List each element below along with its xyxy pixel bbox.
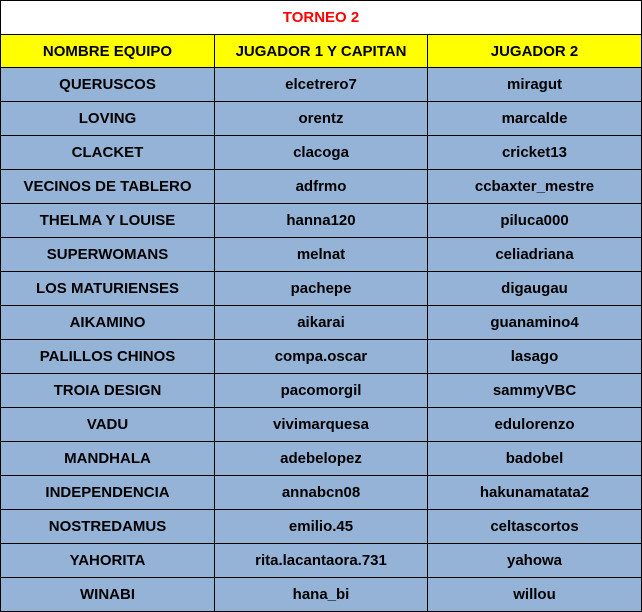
player-1-cell[interactable]: aikarai [215, 306, 428, 340]
player-1-cell[interactable]: emilio.45 [215, 510, 428, 544]
team-name-cell[interactable]: TROIA DESIGN [1, 374, 215, 408]
team-name-cell[interactable]: WINABI [1, 578, 215, 612]
player-1-cell[interactable]: melnat [215, 238, 428, 272]
team-name-cell[interactable]: SUPERWOMANS [1, 238, 215, 272]
header-player-2[interactable]: JUGADOR 2 [428, 35, 642, 68]
team-name-cell[interactable]: VECINOS DE TABLERO [1, 170, 215, 204]
table-body [1, 1, 642, 612]
table-row [1, 578, 642, 612]
player-1-cell[interactable]: vivimarquesa [215, 408, 428, 442]
player-2-cell[interactable]: yahowa [428, 544, 642, 578]
header-player-1-captain[interactable]: JUGADOR 1 Y CAPITAN [215, 35, 428, 68]
player-2-cell[interactable]: guanamino4 [428, 306, 642, 340]
table-row [1, 374, 642, 408]
player-2-cell[interactable]: badobel [428, 442, 642, 476]
header-team-name[interactable]: NOMBRE EQUIPO [1, 35, 215, 68]
player-2-cell[interactable]: ccbaxter_mestre [428, 170, 642, 204]
player-1-cell[interactable]: clacoga [215, 136, 428, 170]
team-name-cell[interactable]: MANDHALA [1, 442, 215, 476]
player-1-cell[interactable]: hana_bi [215, 578, 428, 612]
player-1-cell[interactable]: pacomorgil [215, 374, 428, 408]
player-1-cell[interactable]: compa.oscar [215, 340, 428, 374]
player-1-cell[interactable]: adfrmo [215, 170, 428, 204]
team-name-cell[interactable]: QUERUSCOS [1, 68, 215, 102]
player-1-cell[interactable]: rita.lacantaora.731 [215, 544, 428, 578]
player-1-cell[interactable]: adebelopez [215, 442, 428, 476]
table-row [1, 544, 642, 578]
player-2-cell[interactable]: celiadriana [428, 238, 642, 272]
player-1-cell[interactable]: orentz [215, 102, 428, 136]
player-1-cell[interactable]: pachepe [215, 272, 428, 306]
player-2-cell[interactable]: celtascortos [428, 510, 642, 544]
team-name-cell[interactable]: AIKAMINO [1, 306, 215, 340]
table-row [1, 68, 642, 102]
player-2-cell[interactable]: marcalde [428, 102, 642, 136]
tournament-title[interactable]: TORNEO 2 [1, 1, 642, 35]
player-2-cell[interactable]: lasago [428, 340, 642, 374]
player-2-cell[interactable]: willou [428, 578, 642, 612]
title-row [1, 1, 642, 35]
table-row [1, 102, 642, 136]
player-2-cell[interactable]: sammyVBC [428, 374, 642, 408]
team-name-cell[interactable]: LOS MATURIENSES [1, 272, 215, 306]
player-1-cell[interactable]: annabcn08 [215, 476, 428, 510]
header-row [1, 35, 642, 68]
table-row [1, 170, 642, 204]
table-row [1, 272, 642, 306]
table-row [1, 476, 642, 510]
player-2-cell[interactable]: digaugau [428, 272, 642, 306]
team-name-cell[interactable]: LOVING [1, 102, 215, 136]
table-row [1, 510, 642, 544]
player-2-cell[interactable]: cricket13 [428, 136, 642, 170]
team-name-cell[interactable]: CLACKET [1, 136, 215, 170]
player-2-cell[interactable]: edulorenzo [428, 408, 642, 442]
table-row [1, 238, 642, 272]
table-row [1, 340, 642, 374]
team-name-cell[interactable]: NOSTREDAMUS [1, 510, 215, 544]
table-row [1, 306, 642, 340]
player-2-cell[interactable]: piluca000 [428, 204, 642, 238]
team-name-cell[interactable]: INDEPENDENCIA [1, 476, 215, 510]
table-row [1, 204, 642, 238]
player-1-cell[interactable]: elcetrero7 [215, 68, 428, 102]
table-row [1, 408, 642, 442]
table-row [1, 136, 642, 170]
player-2-cell[interactable]: miragut [428, 68, 642, 102]
player-2-cell[interactable]: hakunamatata2 [428, 476, 642, 510]
table-row [1, 442, 642, 476]
team-name-cell[interactable]: THELMA Y LOUISE [1, 204, 215, 238]
team-name-cell[interactable]: VADU [1, 408, 215, 442]
team-name-cell[interactable]: PALILLOS CHINOS [1, 340, 215, 374]
team-name-cell[interactable]: YAHORITA [1, 544, 215, 578]
player-1-cell[interactable]: hanna120 [215, 204, 428, 238]
